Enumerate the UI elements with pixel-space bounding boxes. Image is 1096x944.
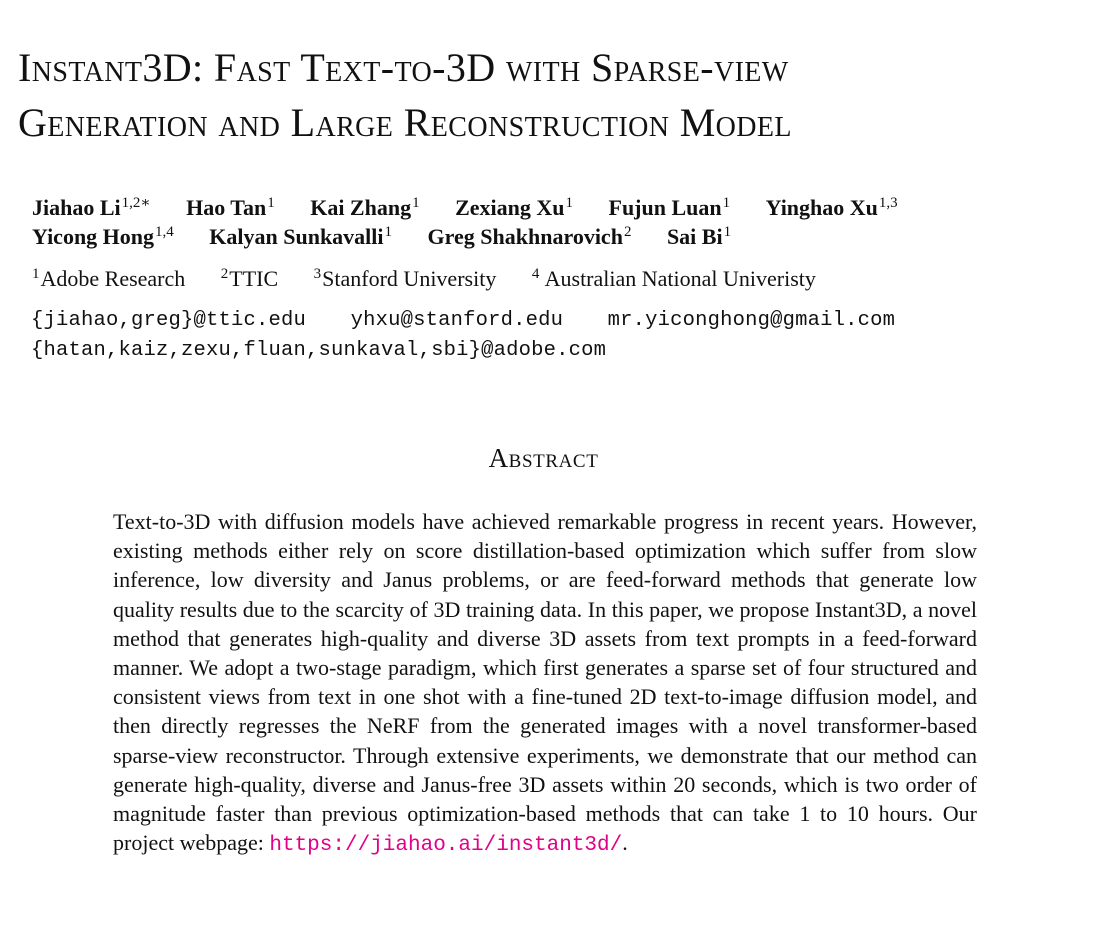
abstract-body [113, 507, 977, 860]
author-row-2 [32, 222, 1072, 251]
author-affiliation-marker: 1 [565, 195, 573, 211]
author-name: Fujun Luan [608, 195, 722, 220]
author [32, 193, 151, 222]
affiliation-marker: 2 [220, 266, 229, 282]
project-webpage-link[interactable]: https://jiahao.ai/instant3d/ [269, 834, 623, 858]
author [667, 222, 731, 251]
author-name: Kalyan Sunkavalli [209, 224, 384, 249]
author-name: Hao Tan [186, 195, 267, 220]
affiliation-name: Australian National Univeristy [540, 266, 816, 291]
author-affiliation-marker: 1 [723, 224, 732, 240]
affiliation [314, 264, 497, 294]
paper-title-line-1: Instant3D: Fast Text-to-3D with Sparse-view [18, 45, 789, 90]
author-name: Zexiang Xu [455, 195, 565, 220]
abstract-text: Text-to-3D with diffusion models have achieved remarkable progress in recent years. However, existing methods either rely on score distillation-based optimization which suffer from slow inference, low diversity and Janus problems, or are feed-forward methods that generate low quality results due to the scarcity of 3D training data. In this paper, we propose Instant3D, a novel method that generates high-quality and diverse 3D assets from text prompts in a feed-forward manner. We adopt a two-stage paradigm, which first generates a sparse set of four structured and consistent views from text in one shot with a fine-tuned 2D text-to-image diffusion model, and then directly regresses the NeRF from the generated images with a novel transformer-based sparse-view reconstructor. Through extensive experiments, we demonstrate that our method can generate high-quality, diverse and Janus-free 3D assets within 20 seconds, which is two order of magnitude faster than previous optimization-based methods that can take 1 to 10 hours. Our project webpage: [113, 509, 977, 856]
author-list [32, 193, 1072, 251]
email-row-2 [31, 336, 895, 366]
author-affiliation-marker: 1 [267, 195, 275, 211]
author-affiliation-marker: 1,2∗ [121, 195, 151, 211]
author-name: Jiahao Li [32, 195, 121, 220]
author-affiliation-marker: 1,4 [155, 224, 174, 240]
author-affiliation-marker: 1 [722, 195, 731, 211]
author [186, 193, 275, 222]
author-name: Yinghao Xu [765, 195, 878, 220]
affiliation-marker: 3 [313, 266, 322, 282]
author-affiliation-marker: 1 [412, 195, 420, 211]
affiliation [32, 264, 185, 294]
abstract-heading: Abstract [488, 443, 599, 473]
affiliation-marker: 1 [32, 266, 40, 282]
email-row-1 [31, 306, 895, 336]
email-address: mr.yiconghong@gmail.com [607, 309, 896, 332]
abstract-end-period: . [622, 830, 628, 856]
author [455, 193, 573, 222]
author-name: Sai Bi [666, 224, 723, 249]
author [310, 193, 419, 222]
author-name: Kai Zhang [310, 195, 412, 220]
author-name: Greg Shakhnarovich [427, 224, 623, 249]
email-address: {hatan,kaiz,zexu,fluan,sunkaval,sbi}@adobe.com [31, 339, 607, 362]
email-address: {jiahao,greg}@ttic.edu [31, 309, 307, 332]
author-name: Yicong Hong [32, 224, 155, 249]
paper-title-line-2: Generation and Large Reconstruction Model [18, 100, 792, 145]
paper-title [18, 40, 1088, 150]
author [209, 222, 392, 251]
email-address: yhxu@stanford.edu [350, 309, 564, 332]
author [766, 193, 898, 222]
affiliation [532, 264, 816, 294]
email-list [31, 306, 895, 366]
affiliation-list [32, 264, 816, 294]
author [32, 222, 174, 251]
affiliation-name: TTIC [229, 266, 279, 291]
author-row-1 [32, 193, 1072, 222]
affiliation-name: Adobe Research [40, 266, 186, 291]
affiliation [221, 264, 278, 294]
author-affiliation-marker: 2 [623, 224, 632, 240]
author [428, 222, 632, 251]
author-affiliation-marker: 1 [384, 224, 393, 240]
author [609, 193, 731, 222]
affiliation-marker: 4 [531, 266, 540, 282]
author-affiliation-marker: 1,3 [878, 195, 898, 211]
affiliation-name: Stanford University [322, 266, 497, 291]
